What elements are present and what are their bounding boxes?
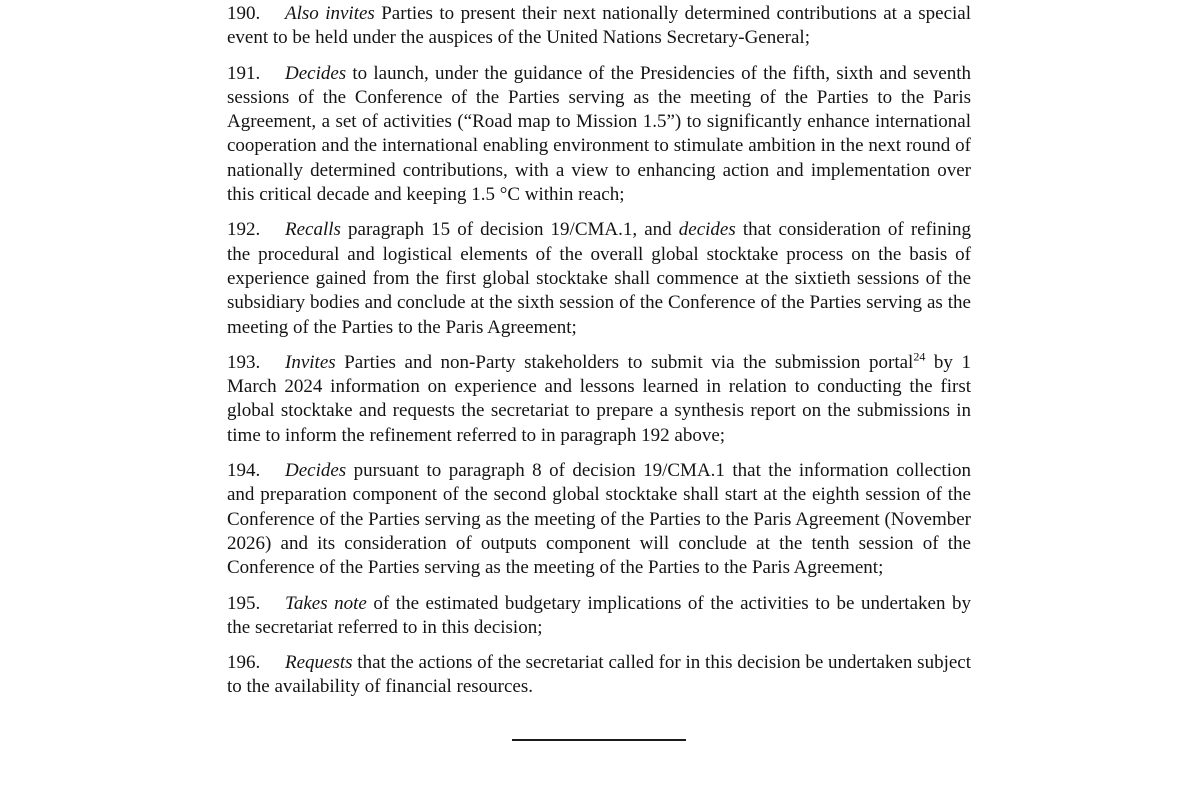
paragraph-text: pursuant to paragraph 8 of decision 19/CMA.1 that the information collection and preparation component of the second global stocktake shall start at the eighth session of the Conference of the Parties serving as the meeting of the Parties to the Paris Agreement (November 2026) and its consideration of outputs component will conclude at the tenth session of the Conference of the Parties serving as the meeting of the Parties to the Paris Agreement; [227, 460, 971, 579]
paragraph-number: 196. [227, 652, 261, 674]
paragraph-text: Parties and non-Party stakeholders to submit via the submission portal [335, 351, 914, 373]
document-body [227, 2, 971, 741]
paragraph-number: 190. [227, 3, 261, 24]
paragraph-text: that consideration of refining the procedural and logistical elements of the overall global stocktake process on the basis of experience gained from the first global stocktake shall commence at the sixtieth sessions of the subsidiary bodies and conclude at the sixth session of the Conference of the Parties serving as the meeting of the Parties to the Paris Agreement; [227, 219, 971, 338]
paragraph-number: 195. [227, 592, 261, 614]
paragraph [227, 2, 971, 51]
paragraph-list [227, 2, 971, 700]
paragraph-number: 194. [227, 460, 261, 482]
paragraph [227, 651, 971, 700]
paragraph-text: by 1 March 2024 information on experience and lessons learned in relation to conducting the first global stocktake and requests the secretariat to prepare a synthesis report on the submissions in time to inform the refinement referred to in paragraph 192 above; [227, 351, 971, 446]
paragraph-lead-italic: Requests [285, 652, 353, 674]
footnote-divider [512, 739, 686, 741]
paragraph-lead-italic: decides [678, 219, 736, 241]
paragraph-text: paragraph 15 of decision 19/CMA.1, and [340, 219, 679, 241]
paragraph [227, 351, 971, 448]
paragraph-lead-italic: Decides [285, 460, 347, 482]
paragraph-number: 193. [227, 351, 261, 373]
paragraph-lead-italic: Invites [285, 351, 336, 373]
paragraph-lead-italic: Also invites [285, 3, 375, 24]
footnote-reference: 24 [913, 349, 926, 364]
paragraph [227, 62, 971, 208]
paragraph [227, 592, 971, 641]
paragraph [227, 459, 971, 580]
paragraph [227, 218, 971, 339]
paragraph-text: to launch, under the guidance of the Presidencies of the fifth, sixth and seventh sessions of the Conference of the Parties serving as the meeting of the Parties to the Paris Agreement, a set of activities (“Road map to Mission 1.5”) to significantly enhance international cooperation and the international enabling environment to stimulate ambition in the next round of nationally determined contributions, with a view to enhancing action and implementation over this critical decade and keeping 1.5 °C within reach; [227, 62, 971, 206]
paragraph-lead-italic: Takes note [285, 592, 367, 614]
paragraph-lead-italic: Decides [285, 62, 347, 84]
paragraph-text: that the actions of the secretariat called for in this decision be undertaken subject to the availability of financial resources. [227, 652, 971, 698]
paragraph-number: 192. [227, 219, 261, 241]
paragraph-number: 191. [227, 62, 261, 84]
paragraph-text: of the estimated budgetary implications of the activities to be undertaken by the secretariat referred to in this decision; [227, 592, 972, 638]
paragraph-text: Parties to present their next nationally determined contributions at a special event to be held under the auspices of the United Nations Secretary-General; [227, 3, 971, 49]
paragraph-lead-italic: Recalls [285, 219, 341, 241]
